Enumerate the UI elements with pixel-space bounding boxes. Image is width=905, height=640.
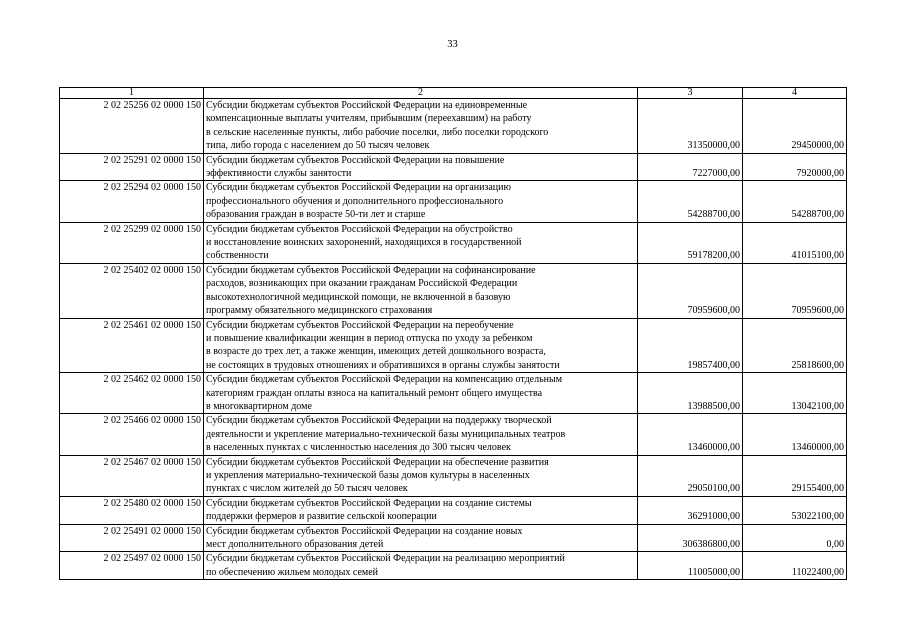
subsidy-description: Субсидии бюджетам субъектов Российской Федерации на поддержку творческой деятельности и укрепление материально-технической базы муниципальных театров в населенных пунктах с численностью населения до 300 тысяч человек: [204, 414, 638, 455]
subsidy-description: Субсидии бюджетам субъектов Российской Федерации на создание новых мест дополнительного образования детей: [204, 524, 638, 552]
amount-col4: 29450000,00: [743, 99, 847, 154]
budget-code: 2 02 25402 02 0000 150: [60, 263, 204, 318]
amount-col3: 36291000,00: [638, 496, 743, 524]
subsidy-description: Субсидии бюджетам субъектов Российской Федерации на повышение эффективности службы занятости: [204, 153, 638, 181]
budget-code: 2 02 25461 02 0000 150: [60, 318, 204, 373]
amount-col3: 31350000,00: [638, 99, 743, 154]
table-row: [60, 318, 847, 373]
table-row: [60, 153, 847, 181]
amount-col3: 11005000,00: [638, 552, 743, 580]
subsidy-description: Субсидии бюджетам субъектов Российской Федерации на переобучение и повышение квалификации женщин в период отпуска по уходу за ребенком в возрасте до трех лет, а также женщин, имеющих детей дошкольного возраста, не состоящих в трудовых отношениях и обратившихся в органы службы занятости: [204, 318, 638, 373]
subsidy-description: Субсидии бюджетам субъектов Российской Федерации на единовременные компенсационные выплаты учителям, прибывшим (переехавшим) на работу в сельские населенные пункты, либо рабочие поселки, либо поселки городского типа, либо города с населением до 50 тысяч человек: [204, 99, 638, 154]
table-row: [60, 222, 847, 263]
amount-col4: 29155400,00: [743, 455, 847, 496]
amount-col4: 70959600,00: [743, 263, 847, 318]
amount-col4: 53022100,00: [743, 496, 847, 524]
amount-col3: 29050100,00: [638, 455, 743, 496]
table-row: [60, 496, 847, 524]
amount-col3: 59178200,00: [638, 222, 743, 263]
budget-code: 2 02 25294 02 0000 150: [60, 181, 204, 222]
column-header-2: 2: [204, 88, 638, 99]
column-header-4: 4: [743, 88, 847, 99]
amount-col3: 306386800,00: [638, 524, 743, 552]
subsidy-description: Субсидии бюджетам субъектов Российской Федерации на обеспечение развития и укрепления материально-технической базы домов культуры в населенных пунктах с числом жителей до 50 тысяч человек: [204, 455, 638, 496]
header-row: [60, 88, 847, 99]
amount-col4: 13460000,00: [743, 414, 847, 455]
budget-code: 2 02 25462 02 0000 150: [60, 373, 204, 414]
table-row: [60, 263, 847, 318]
subsidy-description: Субсидии бюджетам субъектов Российской Федерации на организацию профессионального обучения и дополнительного профессионального образования граждан в возрасте 50-ти лет и старше: [204, 181, 638, 222]
column-header-3: 3: [638, 88, 743, 99]
amount-col4: 41015100,00: [743, 222, 847, 263]
amount-col4: 7920000,00: [743, 153, 847, 181]
budget-code: 2 02 25466 02 0000 150: [60, 414, 204, 455]
amount-col3: 13460000,00: [638, 414, 743, 455]
subsidy-description: Субсидии бюджетам субъектов Российской Федерации на реализацию мероприятий по обеспечению жильем молодых семей: [204, 552, 638, 580]
table-row: [60, 414, 847, 455]
budget-code: 2 02 25467 02 0000 150: [60, 455, 204, 496]
subsidy-description: Субсидии бюджетам субъектов Российской Федерации на компенсацию отдельным категориям граждан оплаты взноса на капитальный ремонт общего имущества в многоквартирном доме: [204, 373, 638, 414]
subsidy-description: Субсидии бюджетам субъектов Российской Федерации на софинансирование расходов, возникающих при оказании гражданам Российской Федерации высокотехнологичной медицинской помощи, не включенной в базовую программу обязательного медицинского страхования: [204, 263, 638, 318]
amount-col3: 7227000,00: [638, 153, 743, 181]
table-row: [60, 524, 847, 552]
budget-table: [59, 87, 847, 580]
table-row: [60, 373, 847, 414]
budget-code: 2 02 25491 02 0000 150: [60, 524, 204, 552]
amount-col3: 70959600,00: [638, 263, 743, 318]
amount-col3: 13988500,00: [638, 373, 743, 414]
column-header-1: 1: [60, 88, 204, 99]
amount-col4: 25818600,00: [743, 318, 847, 373]
budget-code: 2 02 25480 02 0000 150: [60, 496, 204, 524]
budget-code: 2 02 25291 02 0000 150: [60, 153, 204, 181]
table-row: [60, 552, 847, 580]
table-row: [60, 181, 847, 222]
table-row: [60, 455, 847, 496]
amount-col4: 11022400,00: [743, 552, 847, 580]
budget-code: 2 02 25299 02 0000 150: [60, 222, 204, 263]
amount-col4: 54288700,00: [743, 181, 847, 222]
table-row: [60, 99, 847, 154]
budget-code: 2 02 25497 02 0000 150: [60, 552, 204, 580]
page-number: 33: [447, 39, 458, 50]
budget-code: 2 02 25256 02 0000 150: [60, 99, 204, 154]
amount-col3: 19857400,00: [638, 318, 743, 373]
subsidy-description: Субсидии бюджетам субъектов Российской Федерации на создание системы поддержки фермеров и развитие сельской кооперации: [204, 496, 638, 524]
amount-col4: 13042100,00: [743, 373, 847, 414]
subsidy-description: Субсидии бюджетам субъектов Российской Федерации на обустройство и восстановление воинских захоронений, находящихся в государственной собственности: [204, 222, 638, 263]
amount-col4: 0,00: [743, 524, 847, 552]
amount-col3: 54288700,00: [638, 181, 743, 222]
